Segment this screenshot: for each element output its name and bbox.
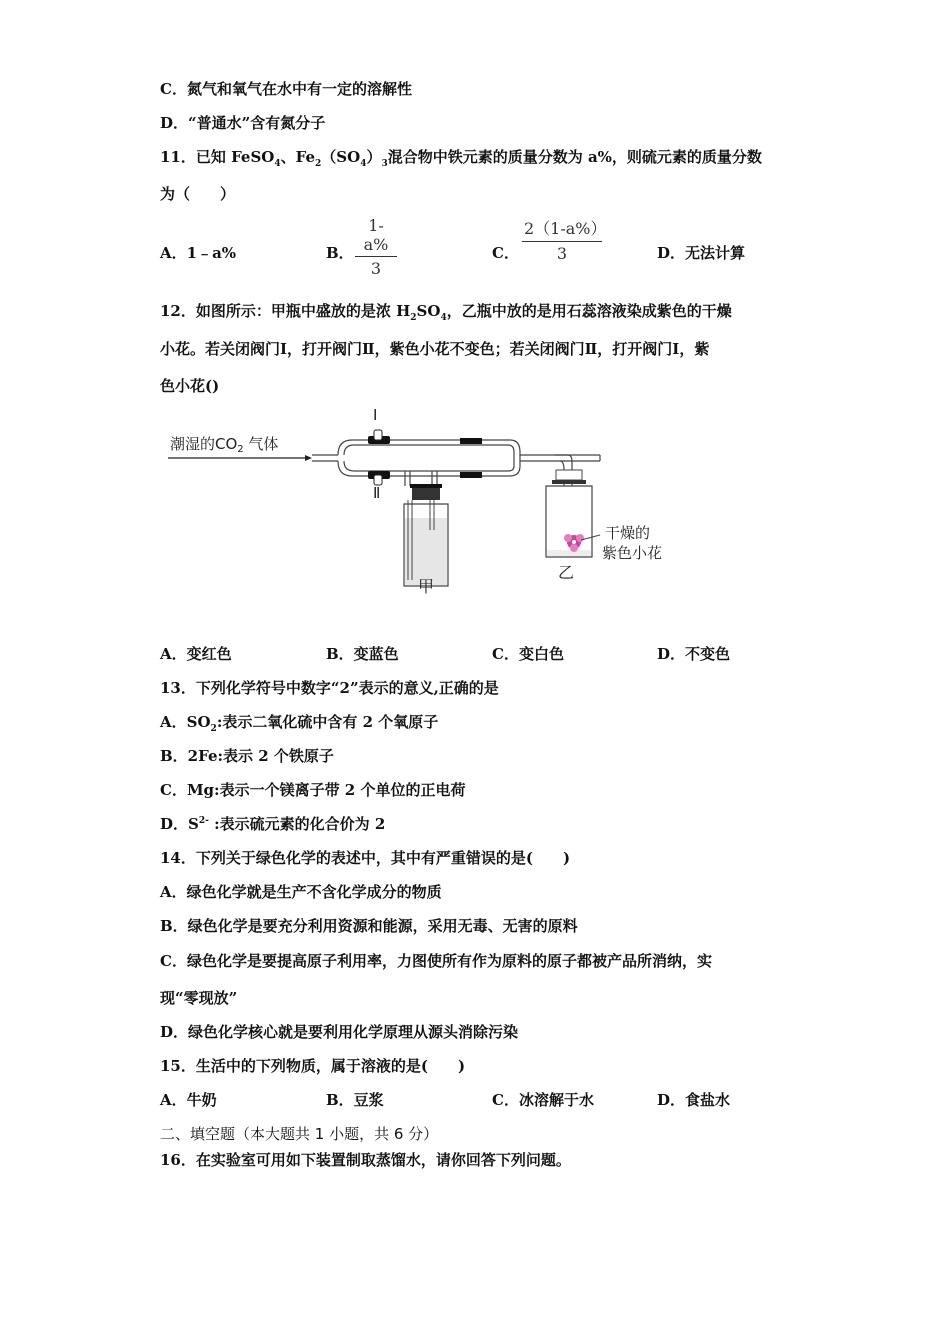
apparatus-figure: [160, 400, 680, 600]
q15-stem: 15．生活中的下列物质，属于溶液的是( ): [160, 1057, 466, 1075]
q16-stem: 16．在实验室可用如下装置制取蒸馏水，请你回答下列问题。: [160, 1151, 571, 1169]
gas-label: 潮湿的$CO_2$ 气体: [170, 435, 279, 455]
q11-option-b-label: B．: [326, 244, 354, 262]
q15-option-d: D．食盐水: [657, 1091, 731, 1109]
bottle-yi-label: 乙: [558, 563, 575, 582]
rubber-joint: [460, 438, 482, 444]
fraction-denominator: 3: [556, 244, 568, 263]
valve-1-label: Ⅰ: [373, 406, 378, 424]
fraction-bar: [522, 241, 602, 242]
q14-option-c-line2: 现“零现放”: [160, 989, 238, 1007]
arrow-head-icon: [305, 455, 312, 461]
q15-option-b: B．豆浆: [326, 1091, 384, 1109]
valve-2: [368, 471, 390, 485]
q10-option-c: C．氮气和氧气在水中有一定的溶解性: [160, 80, 412, 98]
q12-stem-line3: 色小花(): [160, 377, 220, 395]
q12-stem-line2: 小花。若关闭阀门Ⅰ，打开阀门Ⅱ，紫色小花不变色；若关闭阀门Ⅱ，打开阀门Ⅰ，紫: [160, 340, 710, 358]
fraction-numerator: 1-a%: [363, 216, 389, 254]
q11-option-a: A．1﹣a%: [160, 244, 237, 262]
q14-option-b: B．绿色化学是要充分利用资源和能源，采用无毒、无害的原料: [160, 917, 578, 935]
fraction-bar: [355, 256, 397, 257]
fraction-numerator: 2（1-a%）: [524, 219, 607, 238]
q14-option-d: D．绿色化学核心就是要利用化学原理从源头消除污染: [160, 1023, 519, 1041]
q12-option-b: B．变蓝色: [326, 645, 399, 663]
q14-stem: 14．下列关于绿色化学的表述中，其中有严重错误的是( ): [160, 849, 571, 867]
q13-option-a: A．$SO_2$:表示二氧化硫中含有 2 个氧原子: [160, 713, 439, 734]
bottle-jia-label: 甲: [418, 577, 435, 596]
section-2-title: 二、填空题（本大题共 1 小题，共 6 分）: [160, 1125, 439, 1143]
flower-label-line2: 紫色小花: [602, 544, 663, 562]
q11-option-d: D．无法计算: [657, 244, 746, 262]
q11-option-c-label: C．: [492, 244, 519, 262]
q11-stem-line2: 为（ ）: [160, 185, 236, 203]
fraction-denominator: 3: [370, 259, 382, 278]
rubber-joint: [460, 472, 482, 478]
q12-option-d: D．不变色: [657, 645, 731, 663]
q12-stem-line1: 12．如图所示：甲瓶中盛放的是浓 $H_2SO_4$，乙瓶中放的是用石蕊溶液染成紫色的干燥: [160, 302, 732, 323]
bottle-jia: [404, 484, 448, 586]
q13-option-c: C．Mg:表示一个镁离子带 2 个单位的正电荷: [160, 781, 466, 799]
q14-option-c-line1: C．绿色化学是要提高原子利用率，力图使所有作为原料的原子都被产品所消纳，实: [160, 952, 712, 970]
q11-option-b-fraction: [355, 216, 397, 278]
q10-option-d: D．“普通水”含有氮分子: [160, 114, 326, 132]
q12-option-c: C．变白色: [492, 645, 564, 663]
valve-2-label: Ⅱ: [373, 484, 381, 502]
valve-1: [368, 430, 390, 444]
q11-option-c-fraction: [522, 216, 607, 263]
q11-stem-line1: 11．已知 FeSO$_4$、$Fe_2(SO_4)_3$混合物中铁元素的质量分数为 a%，则硫元素的质量分数: [160, 148, 762, 169]
flower-label-line1: 干燥的: [605, 524, 651, 542]
q15-option-c: C．冰溶解于水: [492, 1091, 594, 1109]
q14-option-a: A．绿色化学就是生产不含化学成分的物质: [160, 883, 442, 901]
q12-option-a: A．变红色: [160, 645, 232, 663]
q13-option-b: B．2Fe:表示 2 个铁原子: [160, 747, 334, 765]
q15-option-a: A．牛奶: [160, 1091, 217, 1109]
q13-option-d: D．$S^{2-}$ :表示硫元素的化合价为 2: [160, 815, 386, 833]
q13-stem: 13．下列化学符号中数字“2”表示的意义,正确的是: [160, 679, 499, 697]
